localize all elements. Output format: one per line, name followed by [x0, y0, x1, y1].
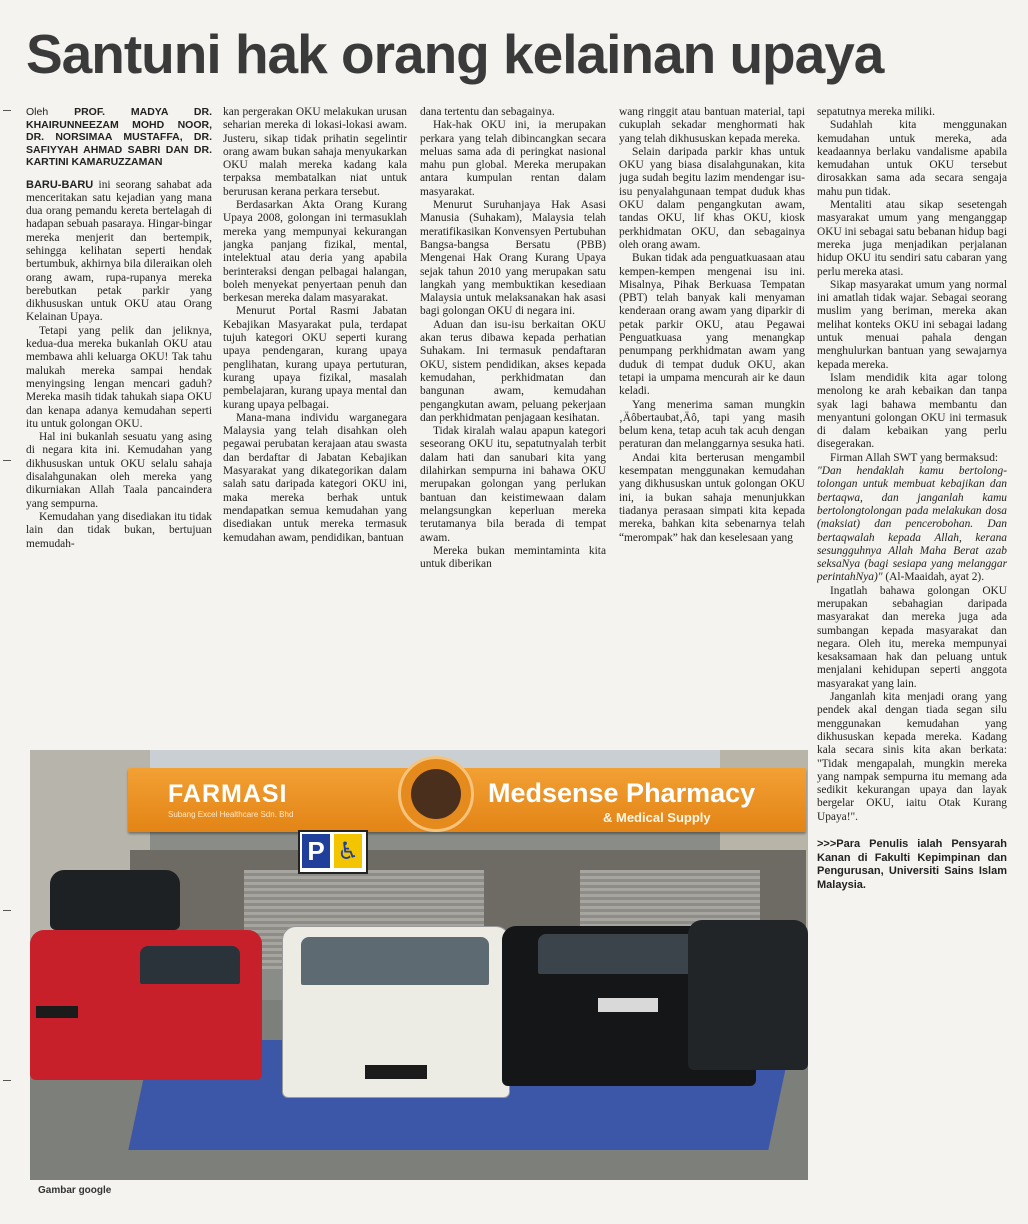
article-column-2	[223, 106, 407, 741]
margin-tick	[3, 1080, 11, 1081]
banner-brand: Medsense Pharmacy	[488, 778, 756, 808]
paragraph: Ingatlah bahawa golongan OKU merupakan sebahagian daripada masyarakat dan mereka juga ada sumbangan kepada masyarakat dan negara. Oleh itu, mereka mempunyai kesaksamaan hak dan peluang untuk menjalani kehidupan seperti anggota masyarakat yang lain.	[817, 584, 1007, 690]
paragraph: Sikap masyarakat umum yang normal ini amatlah tidak wajar. Sebagai seorang muslim yang beriman, mereka akan melihat konteks OKU ini sebagai ladang untuk menuai pahala dengan menghulurkan bantuan yang sewajarnya kepada mereka.	[817, 278, 1007, 371]
dark-car	[50, 870, 180, 930]
red-car	[30, 930, 262, 1080]
paragraph: BARU-BARU ini seorang sahabat ada menceritakan satu kejadian yang mana dua orang pemandu kereta bertelagah di hadapan sebuah pasaraya. Hingar-bingar mereka menjerit dan bertempik, sehingga kelihatan seperti hendak bertumbuk, akhirnya bila dileraikan oleh orang awam, rupa-rupanya mereka berebutkan petak parkir yang dikhususkan untuk OKU atau Orang Kelainan Upaya.	[26, 178, 212, 324]
margin-tick	[3, 910, 11, 911]
car-window	[140, 946, 240, 984]
paragraph: Sudahlah kita menggunakan kemudahan untuk mereka, ada keadaannya berlaku vandalisme apabila kemudahan untuk OKU tersebut dirosakkan sama ada secara sengaja mahu pun tidak.	[817, 119, 1007, 198]
paragraph: Hal ini bukanlah sesuatu yang asing di negara kita ini. Kemudahan yang dikhususkan untuk OKU selalu sahaja disalahgunakan oleh mereka yang dikurniakan Allah Taala pancaindera yang sempurna.	[26, 431, 212, 510]
paragraph: Aduan dan isu-isu berkaitan OKU akan terus dibawa kepada perhatian Suhakam. Ini termasuk pendaftaran OKU, sistem pendidikan, akses kepada kemudahan, perkhidmatan dan bangunan awam, kemudahan pengangkutan awam, peluang pekerjaan dan perkhidmatan penjagaan kesihatan.	[420, 318, 606, 424]
article-column-1	[26, 106, 212, 746]
margin-tick	[3, 460, 11, 461]
parking-p-icon: P	[302, 834, 330, 868]
paragraph: Bukan tidak ada penguatkuasaan atau kempen-kempen mengenai isu ini. Misalnya, Pihak Berkuasa Tempatan (PBT) telah banyak kali menyaman kenderaan orang awam yang diparkir di petak parkir OKU, atau Pegawai Penguatkuasa yang menangkap penumpang perkhidmatan awam yang duduk di tempat duduk OKU, akan tetapi ia umpama mencurah air ke daun keladi.	[619, 252, 805, 398]
paragraph: sepatutnya mereka miliki.	[817, 106, 935, 118]
paragraph: Berdasarkan Akta Orang Kurang Upaya 2008, golongan ini termasuklah mereka yang mempunyai kekurangan jangka panjang fizikal, mental, intelektual atau deria yang apabila berinteraksi dengan pelbagai halangan, boleh menyekat penyertaan penuh dan berkesan mereka dalam masyarakat.	[223, 199, 407, 305]
quote: "Dan hendaklah kamu bertolong-tolongan untuk membuat kebajikan dan bertaqwa, dan janganlah kamu bertolongtolongan pada melakukan dosa (maksiat) dan pencerobohan. Dan bertaqwalah kepada Allah, kerana sesungguhnya Allah Maha Berat azab seksaNya (bagi sesiapa yang melanggar perintahNya)" (Al-Maaidah, ayat 2).	[817, 465, 1007, 584]
white-volvo	[282, 926, 510, 1098]
paragraph: kan pergerakan OKU melakukan urusan seharian mereka di lokasi-lokasi awam. Justeru, sikap tidak prihatin segelintir orang awam bukan sahaja menyukarkan OKU malah mereka kadang kala terpaksa membatalkan niat untuk berurusan kerana perkara tersebut.	[223, 106, 407, 198]
paragraph: Mereka bukan memintaminta kita untuk diberikan	[420, 544, 606, 571]
banner-farmasi-sub: Subang Excel Healthcare Sdn. Bhd	[168, 810, 294, 819]
photo-caption: Gambar google	[38, 1185, 112, 1196]
pharmacy-logo-icon	[398, 756, 474, 832]
banner-farmasi: FARMASI	[168, 780, 288, 808]
car-plate	[36, 1006, 78, 1018]
paragraph: Mana-mana individu warganegara Malaysia yang telah disahkan oleh pegawai perubatan kerajaan atau swasta dan berdaftar di Jabatan Kebajikan Masyarakat yang dikategorikan dalam salah satu daripada kategori OKU ini, maka mereka berhak untuk mendapatkan semua kemudahan yang disediakan untuk mereka termasuk kemudahan awam, pendidikan, bantuan	[223, 411, 407, 544]
paragraph: Mentaliti atau sikap sesetengah masyarakat umum yang menganggap OKU ini sebagai satu bebanan hidup bagi mereka juga menjadikan perjalanan hidup OKU itu sendiri satu cabaran yang perlu mereka atasi.	[817, 199, 1007, 278]
author-note: >>>Para Penulis ialah Pensyarah Kanan di Fakulti Kepimpinan dan Pengurusan, Universiti Sains Islam Malaysia.	[817, 838, 1007, 891]
paragraph: Andai kita berterusan mengambil kesempatan menggunakan kemudahan yang dikhususkan untuk golongan OKU ini, ia bukan sahaja menunjukkan tiadanya perasaan simpati kita kepada mereka, bahkan kita sebenarnya telah “merompak” hak dan keselesaan yang	[619, 451, 805, 544]
paragraph: Tetapi yang pelik dan jeliknya, kedua-dua mereka bukanlah OKU atau membawa ahli keluarga OKU! Tak tahu malukah mereka sampai hendak menyingsing lengan mencari gaduh? Mereka masih tidak tahukah siapa OKU dan kenapa adanya kemudahan seperti itu untuk golongan OKU.	[26, 324, 212, 430]
paragraph: Janganlah kita menjadi orang yang pendek akal dengan tiada segan silu menggunakan kemudahan yang dikhususkan kepada mereka. Kadang kala secara sinis kita akan berkata: "Tidak mengapalah, mungkin mereka yang nampak sempurna itu memang ada sedikit kekurangan upaya dan layak bergelar OKU, iaitu Otak Kurang Upaya!".	[817, 691, 1007, 823]
margin-tick	[3, 110, 11, 111]
paragraph: dana tertentu dan sebagainya.	[420, 106, 555, 118]
article-photo	[30, 750, 808, 1180]
headline: Santuni hak orang kelainan upaya	[26, 23, 884, 85]
car-windshield	[301, 937, 489, 985]
car-plate	[598, 998, 658, 1012]
paragraph: Kemudahan yang disediakan itu tidak lain dan tidak bukan, bertujuan memudah-	[26, 510, 212, 550]
far-right-car	[688, 920, 808, 1070]
article-column-3	[420, 106, 606, 741]
banner-brand-sub: & Medical Supply	[603, 810, 711, 825]
car-plate	[365, 1065, 427, 1079]
paragraph: Yang menerima saman mungkin ‚Äôbertaubat‚Äô, tapi yang masih belum kena, tetap acuh tak acuh dengan peraturan dan melanggarnya sesuka hati.	[619, 398, 805, 451]
paragraph: Menurut Suruhanjaya Hak Asasi Manusia (Suhakam), Malaysia telah meratifikasikan Konvensyen Pertubuhan Bangsa-bangsa Bersatu (PBB) Mengenai Hak Orang Kurang Upaya sejak tahun 2010 yang merupakan satu langkah yang membuktikan kesediaan Malaysia untuk melaksanakan hak asasi bagi golongan OKU di negara ini.	[420, 199, 606, 318]
disabled-parking-sign	[298, 830, 368, 874]
paragraph: Tidak kiralah walau apapun kategori seseorang OKU itu, sepatutnyalah terbit dalam hati dan sanubari kita yang dilahirkan sempurna ini bahawa OKU merupakan golongan yang perlukan bantuan dan keistimewaan dalam melangsungkan keperluan mereka terutamanya bila berada di tempat awam.	[420, 425, 606, 544]
article-column-4	[619, 106, 805, 741]
article-column-5	[817, 106, 1007, 1106]
paragraph: Firman Allah SWT yang bermaksud:	[830, 451, 999, 464]
wheelchair-icon: ♿	[334, 834, 362, 868]
pharmacy-logo-figure-icon	[411, 769, 461, 819]
byline-prefix: Oleh	[26, 106, 75, 118]
paragraph: Hak-hak OKU ini, ia merupakan perkara yang telah dibincangkan secara meluas sama ada di peringkat nasional mahu pun global. Mereka merupakan antara kumpulan rentan dalam masyarakat.	[420, 119, 606, 198]
byline-authors: PROF. MADYA DR. KHAIRUNNEEZAM MOHD NOOR, DR. NORSIMAA MUSTAFFA, DR. SAFIYYAH AHMAD SABRI DAN DR. KARTINI KAMARUZZAMAN	[26, 106, 212, 168]
paragraph: Selain daripada parkir khas untuk OKU yang biasa disalahgunakan, kita juga sudah begitu lazim mendengar isu-isu penyalahgunaan tempat duduk khas OKU dalam pengangkutan awam, tandas OKU, lif khas OKU, kiosk perkhidmatan OKU, dan sebagainya oleh orang awam.	[619, 145, 805, 251]
byline	[26, 106, 212, 169]
dateline: BARU-BARU	[26, 178, 94, 191]
paragraph: wang ringgit atau bantuan material, tapi cukuplah sekadar menghormati hak yang telah dikhususkan kepada mereka.	[619, 106, 805, 145]
paragraph: Islam mendidik kita agar tolong menolong ke arah kebaikan dan tanpa syak lagi bahawa membantu dan menyantuni golongan OKU ini termasuk di dalam kebaikan yang perlu disegerakan.	[817, 371, 1007, 451]
paragraph: Menurut Portal Rasmi Jabatan Kebajikan Masyarakat pula, terdapat tujuh kategori OKU seperti kurang upaya pendengaran, kurang upaya penglihatan, kurang upaya pertuturan, kurang upaya fizikal, masalah pembelajaran, kurang upaya mental dan kurang upaya pelbagai.	[223, 305, 407, 411]
